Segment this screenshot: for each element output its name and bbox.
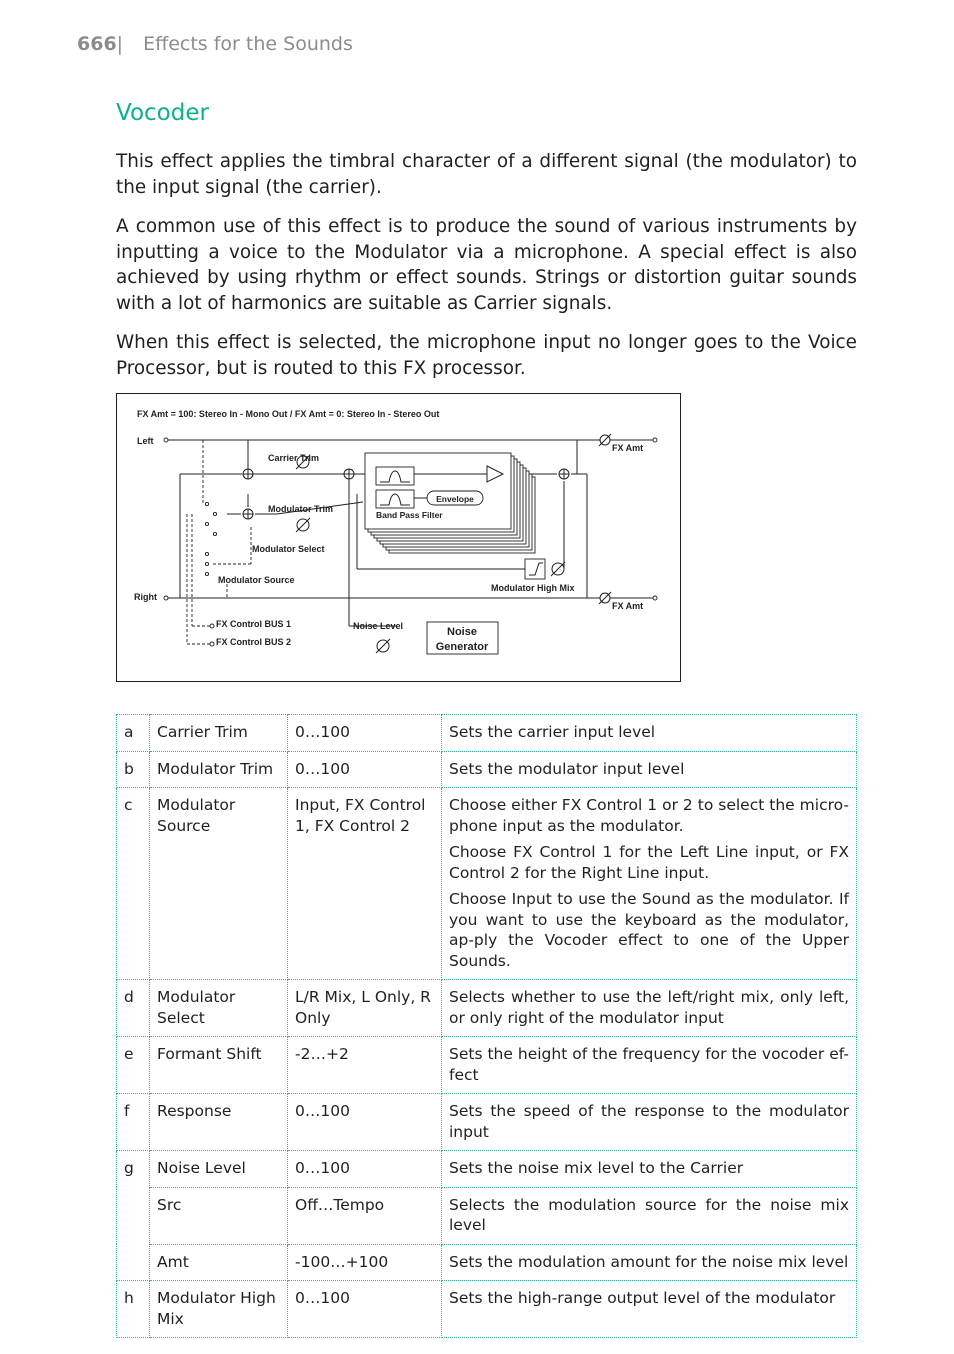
param-name: Response <box>150 1094 288 1151</box>
param-description <box>442 751 857 788</box>
modulator-high-mix-label: Modulator High Mix <box>491 583 575 593</box>
description-text: Sets the carrier input level <box>449 723 656 741</box>
description-text: Choose FX Control 1 for the Left Line input, or FX Control 2 for the Right Line input. <box>449 843 849 882</box>
band-pass-filter-label: Band Pass Filter <box>376 510 443 520</box>
fx-amt-bottom-label: FX Amt <box>612 601 644 611</box>
table-row <box>117 1281 857 1338</box>
parameter-table <box>116 714 857 1338</box>
noise-generator-label-1: Noise <box>447 626 477 638</box>
left-label: Left <box>137 436 154 446</box>
fx-control-bus-2-label: FX Control BUS 2 <box>216 637 292 647</box>
description-text: Sets the modulator input level <box>449 759 685 778</box>
param-range: 0…100 <box>288 1281 442 1338</box>
param-key: f <box>117 1094 150 1151</box>
description-text: Sets the noise mix level to the Carrier <box>449 1159 744 1177</box>
description-text: Choose Input to use the Sound as the modulator. If you want to use the keyboard as the modulator, ap-ply the Vocoder effect to one of the Upper Sounds. <box>449 890 849 970</box>
param-range: Input, FX Control 1, FX Control 2 <box>288 788 442 980</box>
table-row <box>117 1244 857 1281</box>
param-range: L/R Mix, L Only, R Only <box>288 980 442 1037</box>
carrier-trim-label: Carrier Trim <box>268 453 320 463</box>
table-row <box>117 1187 857 1244</box>
param-key: c <box>117 788 150 980</box>
param-key: h <box>117 1281 150 1338</box>
param-name: Noise Level <box>150 1151 288 1188</box>
modulator-trim-label: Modulator Trim <box>268 504 333 514</box>
table-row <box>117 1094 857 1151</box>
param-description <box>442 788 857 980</box>
param-name: Modulator Source <box>150 788 288 980</box>
param-range: 0…100 <box>288 715 442 752</box>
param-description <box>442 1151 857 1188</box>
param-key: b <box>117 751 150 788</box>
table-row <box>117 788 857 980</box>
param-key: g <box>117 1151 150 1281</box>
right-label: Right <box>134 592 157 602</box>
param-description <box>442 1187 857 1244</box>
param-range: Off…Tempo <box>288 1187 442 1244</box>
param-description <box>442 1281 857 1338</box>
param-range: -100…+100 <box>288 1244 442 1281</box>
description-text: Sets the high-range output level of the modulator <box>449 1289 836 1307</box>
param-description <box>442 1037 857 1094</box>
description-text: Sets the modulation amount for the noise mix level <box>449 1252 849 1271</box>
intro-paragraph: This effect applies the timbral character of a different signal (the modulator) to the input signal (the carrier). <box>116 151 857 198</box>
table-row <box>117 715 857 752</box>
parameter-table-body <box>117 715 857 1338</box>
description-text: Selects the modulation source for the noise mix level <box>449 1195 849 1234</box>
table-row <box>117 751 857 788</box>
routing-paragraph: When this effect is selected, the microphone input no longer goes to the Voice Processor, but is routed to this FX processor. <box>116 332 857 379</box>
param-description <box>442 980 857 1037</box>
param-description <box>442 1244 857 1281</box>
modulator-source-label: Modulator Source <box>218 575 295 585</box>
fx-control-bus-1-label: FX Control BUS 1 <box>216 619 292 629</box>
param-key: e <box>117 1037 150 1094</box>
noise-generator-label-2: Generator <box>435 641 489 653</box>
page-header <box>77 33 353 55</box>
fx-amt-top-label: FX Amt <box>612 443 644 453</box>
table-row <box>117 980 857 1037</box>
page-number: 666 <box>77 33 117 55</box>
description-text: Sets the speed of the response to the modulator input <box>449 1102 849 1141</box>
param-key: d <box>117 980 150 1037</box>
envelope-label: Envelope <box>436 494 474 504</box>
param-range: 0…100 <box>288 1094 442 1151</box>
header-separator: | <box>116 33 124 55</box>
param-name: Modulator High Mix <box>150 1281 288 1338</box>
signal-flow-diagram <box>116 393 681 682</box>
param-name: Modulator Select <box>150 980 288 1037</box>
description-text: Selects whether to use the left/right mix, only left, or only right of the modulator input <box>449 988 849 1027</box>
param-name: Src <box>150 1187 288 1244</box>
noise-level-label: Noise Level <box>353 621 404 631</box>
table-row <box>117 1037 857 1094</box>
param-range: 0…100 <box>288 751 442 788</box>
effect-title: Vocoder <box>116 100 209 126</box>
param-name: Carrier Trim <box>150 715 288 752</box>
modulator-select-label: Modulator Select <box>252 544 325 554</box>
table-row <box>117 1151 857 1188</box>
param-range: 0…100 <box>288 1151 442 1188</box>
param-name: Amt <box>150 1244 288 1281</box>
section-title: Effects for the Sounds <box>143 33 353 55</box>
usage-paragraph: A common use of this effect is to produce the sound of various instruments by inputting a voice to the Modulator via a microphone. A special effect is also achieved by using rhythm or effect sounds. Strings or distortion guitar sounds with a lot of harmonics are suitable as Carrier signals. <box>116 216 857 314</box>
diagram-caption: FX Amt = 100: Stereo In - Mono Out / FX Amt = 0: Stereo In - Stereo Out <box>137 409 440 419</box>
param-name: Modulator Trim <box>150 751 288 788</box>
description-text: Sets the height of the frequency for the vocoder ef-fect <box>449 1045 849 1084</box>
param-description <box>442 1094 857 1151</box>
param-description <box>442 715 857 752</box>
param-name: Formant Shift <box>150 1037 288 1094</box>
param-key: a <box>117 715 150 752</box>
param-range: -2…+2 <box>288 1037 442 1094</box>
description-text: Choose either FX Control 1 or 2 to select the micro-phone input as the modulator. <box>449 796 849 835</box>
